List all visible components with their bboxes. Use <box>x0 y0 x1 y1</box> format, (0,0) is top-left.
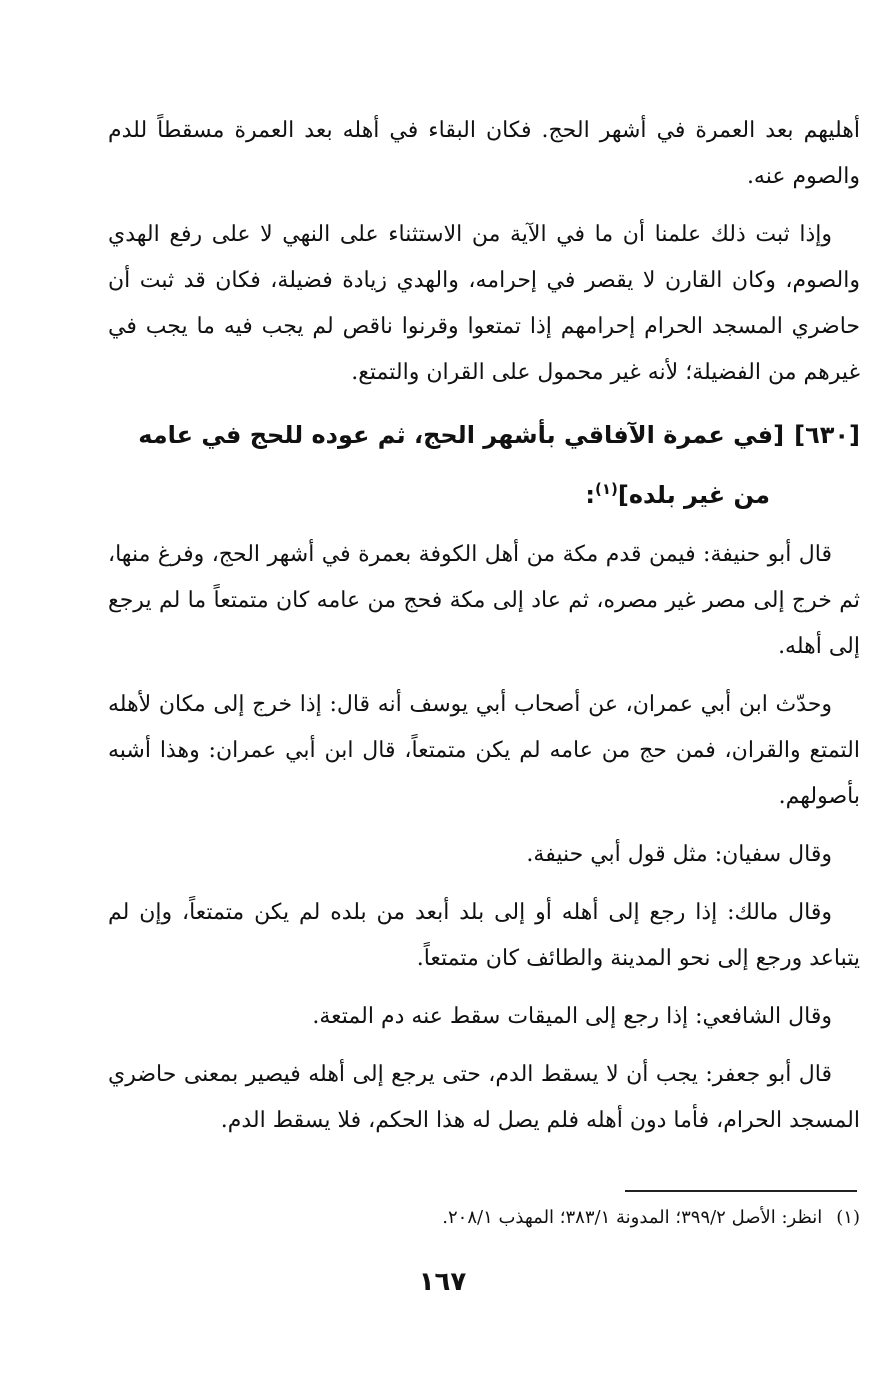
page-number: ١٦٧ <box>418 1267 467 1297</box>
section-heading <box>108 408 860 522</box>
footnote <box>108 1203 860 1233</box>
paragraph-6: وقال مالك: إذا رجع إلى أهله أو إلى بلد أبعد من بلده لم يكن متمتعاً، وإن لم يتباعد ورجع إلى نحو المدينة والطائف كان متمتعاً. <box>108 900 860 971</box>
paragraph-2: وإذا ثبت ذلك علمنا أن ما في الآية من الاستثناء على النهي لا على رفع الهدي والصوم، وكان القارن لا يقصر في إحرامه، والهدي زيادة فضيلة، فكان قد ثبت أن حاضري المسجد الحرام إحرامهم إذا تمتعوا وقرنوا ناقص لم يجب فيه ما يجب في غيرهم من الفضيلة؛ لأنه غير محمول على القران والتمتع. <box>108 222 860 385</box>
footnote-text: انظر: الأصل ٣٩٩/٢؛ المدونة ٣٨٣/١؛ المهذب ٢٠٨/١. <box>442 1207 823 1228</box>
paragraph-4: وحدّث ابن أبي عمران، عن أصحاب أبي يوسف أنه قال: إذا خرج إلى مكان لأهله التمتع والقران، فمن حج من عامه لم يكن متمتعاً، قال ابن أبي عمران: وهذا أشبه بأصولهم. <box>108 692 860 809</box>
paragraph-8: قال أبو جعفر: يجب أن لا يسقط الدم، حتى يرجع إلى أهله فيصير بمعنى حاضري المسجد الحرام، فأما دون أهله فلم يصل له هذا الحكم، فلا يسقط الدم. <box>108 1062 860 1133</box>
paragraph-3: قال أبو حنيفة: فيمن قدم مكة من أهل الكوفة بعمرة في أشهر الحج، وفرغ منها، ثم خرج إلى مصر غير مصره، ثم عاد إلى مكة فحج من عامه كان متمتعاً ما لم يرجع إلى أهله. <box>108 542 860 659</box>
footnote-mark: (١) <box>836 1207 860 1228</box>
footnote-reference[interactable]: (١) <box>595 480 618 498</box>
paragraph-1: أهليهم بعد العمرة في أشهر الحج. فكان البقاء في أهله بعد العمرة مسقطاً للدم والصوم عنه. <box>108 118 860 189</box>
footnote-divider <box>625 1190 857 1192</box>
paragraph-5: وقال سفيان: مثل قول أبي حنيفة. <box>526 842 832 867</box>
paragraph-7: وقال الشافعي: إذا رجع إلى الميقات سقط عنه دم المتعة. <box>312 1004 832 1029</box>
page-body <box>108 108 860 1156</box>
heading-colon: : <box>585 481 596 509</box>
section-title-line2-wrap <box>108 462 860 522</box>
section-title-line1: [في عمرة الآفاقي بأشهر الحج، ثم عوده للحج في عامه <box>138 421 785 449</box>
section-title-line2: من غير بلده] <box>617 481 770 509</box>
section-number: [٦٣٠] <box>794 421 860 449</box>
